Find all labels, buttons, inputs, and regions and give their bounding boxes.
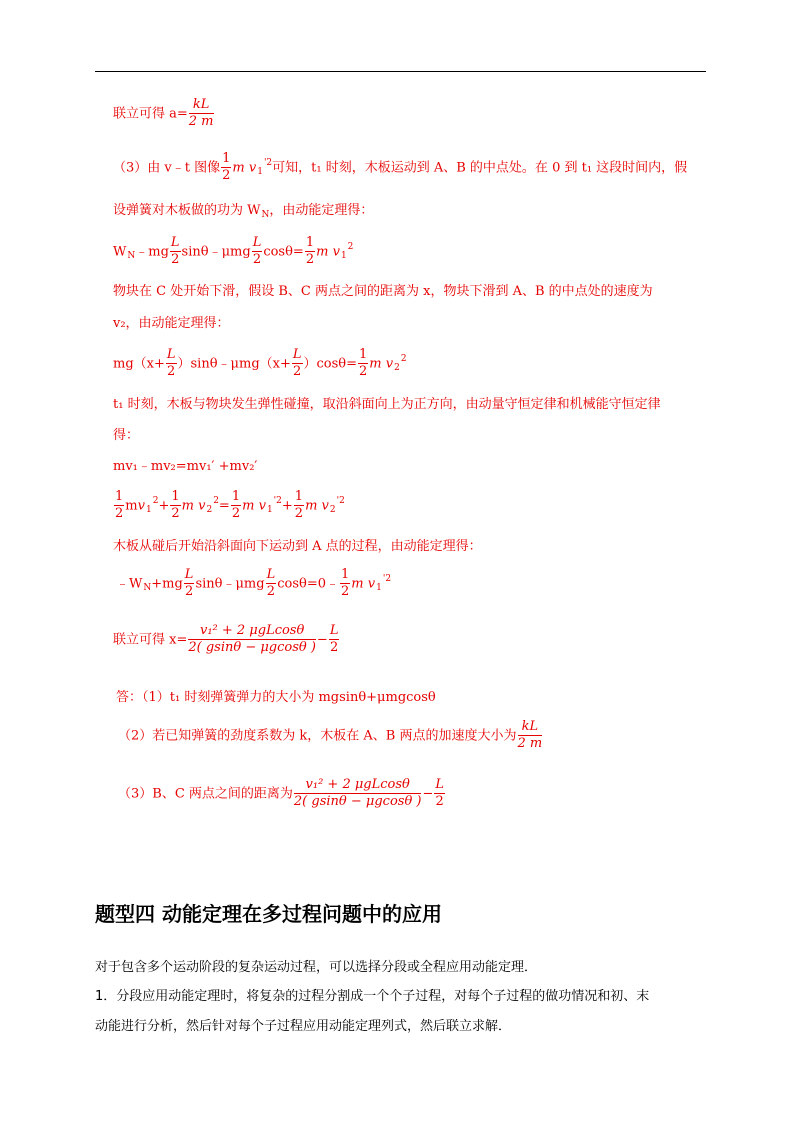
sym: m — [125, 498, 138, 514]
fraction-kL-2m — [189, 98, 214, 130]
fraction-x — [294, 778, 422, 810]
den: 2 — [252, 252, 262, 268]
num: 1 — [358, 348, 368, 364]
sym: m — [316, 244, 329, 260]
fraction-L-2 — [434, 778, 445, 810]
sub: N — [261, 210, 270, 220]
den: 2( gsinθ − μgcosθ ) — [188, 640, 316, 656]
num: v₁² + 2 μgLcosθ — [188, 624, 316, 640]
den: 2 — [184, 584, 194, 600]
op: = — [218, 498, 230, 514]
sym: m — [242, 498, 255, 514]
line-5: 物块在 C 处开始下滑，假设 B、C 两点之间的距离为 x，物块下滑到 A、B 的中点处的速度为 — [113, 284, 653, 299]
text: W — [113, 244, 127, 260]
text: cosθ= — [263, 244, 304, 260]
den: 2 — [330, 640, 339, 656]
fraction-L-2 — [266, 568, 277, 600]
header-rule — [95, 71, 706, 72]
fraction-L-2 — [184, 568, 195, 600]
den: 2 — [359, 364, 368, 380]
sym: m — [181, 498, 194, 514]
sup: '2 — [336, 496, 345, 507]
den: 2 — [222, 168, 231, 184]
sup: 2 — [213, 496, 219, 507]
den: 2 — [294, 506, 304, 522]
sym: m — [369, 356, 382, 372]
sup: '2 — [263, 158, 273, 169]
line-3 — [113, 204, 373, 220]
fraction-half — [114, 490, 124, 522]
text: sinθ﹣μmg — [181, 244, 251, 260]
num: 1 — [305, 236, 315, 252]
sup: 2 — [347, 242, 354, 253]
fraction-L-2 — [252, 236, 263, 268]
num: L — [184, 568, 195, 584]
text: mg（x+ — [113, 356, 165, 372]
fraction-L-2 — [329, 624, 340, 656]
sym: v — [367, 576, 376, 592]
num: L — [166, 348, 177, 364]
paragraph-1-line-2: 动能进行分析，然后针对每个子过程应用动能定理列式，然后联立求解． — [95, 1019, 512, 1034]
den: 2( gsinθ − μgcosθ ) — [293, 794, 422, 810]
sym: v — [385, 356, 394, 372]
line-13 — [116, 568, 391, 600]
den: 2 — [231, 506, 241, 522]
sym: m — [305, 498, 318, 514]
num: L — [329, 624, 340, 640]
sub: N — [127, 251, 136, 262]
text: （2）若已知弹簧的劲度系数为 k，木板在 A、B 两点的加速度大小为 — [118, 728, 517, 744]
line-8: t₁ 时刻，木板与物块发生弹性碰撞，取沿斜面向上为正方向，由动量守恒定律和机械能守恒定律 — [113, 397, 661, 412]
text: ﹣mg — [135, 244, 169, 260]
line-2 — [113, 152, 687, 184]
text: cosθ=0﹣ — [277, 576, 339, 592]
den: 2 — [341, 584, 350, 600]
fraction-kL-2m — [518, 720, 543, 752]
sym: m — [351, 576, 364, 592]
fraction-half — [358, 348, 368, 380]
intro-paragraph: 对于包含多个运动阶段的复杂运动过程，可以选择分段或全程应用动能定理． — [95, 960, 538, 975]
sub: 2 — [329, 505, 336, 516]
op: − — [316, 632, 328, 648]
sym: v — [321, 498, 329, 514]
sym: v — [258, 498, 266, 514]
num: 1 — [340, 568, 350, 584]
sup: '2 — [273, 496, 282, 507]
answer-1: 答：（1）t₁ 时刻弹簧弹力的大小为 mgsinθ+μmgcosθ — [116, 690, 436, 705]
line-10: mv₁﹣mv₂=mv₁′ +mv₂′ — [113, 459, 258, 474]
den: 2 — [171, 252, 180, 268]
line-7 — [113, 348, 407, 380]
sup: 2 — [400, 354, 407, 365]
num: 1 — [114, 490, 124, 506]
fraction-half — [294, 490, 304, 522]
fraction-half — [221, 152, 231, 184]
fraction-L-2 — [170, 236, 181, 268]
num: 1 — [170, 490, 180, 506]
text: （3）由 v﹣t 图像 — [113, 160, 221, 176]
sub: 1 — [376, 583, 382, 594]
paragraph-1-line-1: 1．分段应用动能定理时，将复杂的过程分割成一个个子过程，对每个子过程的做功情况和初、末 — [95, 989, 650, 1004]
num: v₁² + 2 μgLcosθ — [294, 778, 422, 794]
sup: '2 — [382, 574, 392, 585]
sub: 2 — [394, 363, 400, 374]
sym: v — [332, 244, 340, 260]
line-1 — [113, 98, 215, 130]
text: ）sinθ﹣μmg（x+ — [177, 356, 291, 372]
num: L — [170, 236, 181, 252]
fraction-half — [305, 236, 315, 268]
sub: 2 — [206, 505, 213, 516]
sub: N — [143, 583, 152, 594]
text: +mg — [151, 576, 183, 592]
sym: v — [137, 498, 145, 514]
line-14 — [113, 624, 340, 656]
sym: v — [248, 160, 257, 176]
den: 2 — [266, 584, 276, 600]
den: 2 — [435, 794, 444, 810]
text: ）cosθ= — [303, 356, 358, 372]
fraction-half — [170, 490, 180, 522]
fraction-half — [231, 490, 241, 522]
line-9: 得： — [113, 428, 140, 443]
text: sinθ﹣μmg — [195, 576, 265, 592]
line-4 — [113, 236, 353, 268]
sup: 2 — [152, 496, 159, 507]
num: 1 — [221, 152, 231, 168]
den: 2 — [293, 364, 302, 380]
sub: 1 — [145, 505, 152, 516]
text: ，由动能定理得： — [269, 203, 374, 218]
op: + — [158, 498, 170, 514]
fraction-x — [188, 624, 316, 656]
answer-2 — [118, 720, 543, 752]
sym: m — [232, 160, 245, 176]
line-12: 木板从碰后开始沿斜面向下运动到 A 点的过程，由动能定理得： — [113, 539, 482, 554]
num: kL — [189, 98, 214, 114]
num: L — [292, 348, 303, 364]
num: kL — [518, 720, 543, 736]
section-heading: 题型四 动能定理在多过程问题中的应用 — [95, 902, 442, 926]
text: 设弹簧对木板做的功为 W — [113, 203, 261, 218]
line-6: v₂，由动能定理得： — [113, 316, 230, 331]
den: 2 m — [517, 736, 543, 752]
fraction-half — [340, 568, 350, 600]
op: − — [422, 786, 434, 802]
num: L — [434, 778, 445, 794]
den: 2 — [305, 252, 315, 268]
num: 1 — [294, 490, 304, 506]
num: L — [252, 236, 263, 252]
op: + — [281, 498, 293, 514]
text: 可知，t₁ 时刻，木板运动到 A、B 的中点处。在 0 到 t₁ 这段时间内，假 — [272, 160, 688, 176]
sub: 1 — [257, 167, 263, 178]
text: 联立可得 a= — [113, 106, 188, 122]
text: ﹣W — [116, 576, 143, 592]
num: 1 — [231, 490, 241, 506]
sub: 1 — [340, 251, 347, 262]
text: （3）B、C 两点之间的距离为 — [118, 786, 293, 802]
den: 2 — [167, 364, 176, 380]
sub: 1 — [266, 505, 273, 516]
den: 2 — [171, 506, 180, 522]
text: 联立可得 x= — [113, 632, 188, 648]
sym: v — [198, 498, 206, 514]
num: L — [266, 568, 277, 584]
den: 2 — [115, 506, 124, 522]
answer-3 — [118, 778, 446, 810]
fraction-L-2 — [166, 348, 177, 380]
den: 2 m — [188, 114, 214, 130]
fraction-L-2 — [292, 348, 303, 380]
line-11 — [113, 490, 345, 522]
